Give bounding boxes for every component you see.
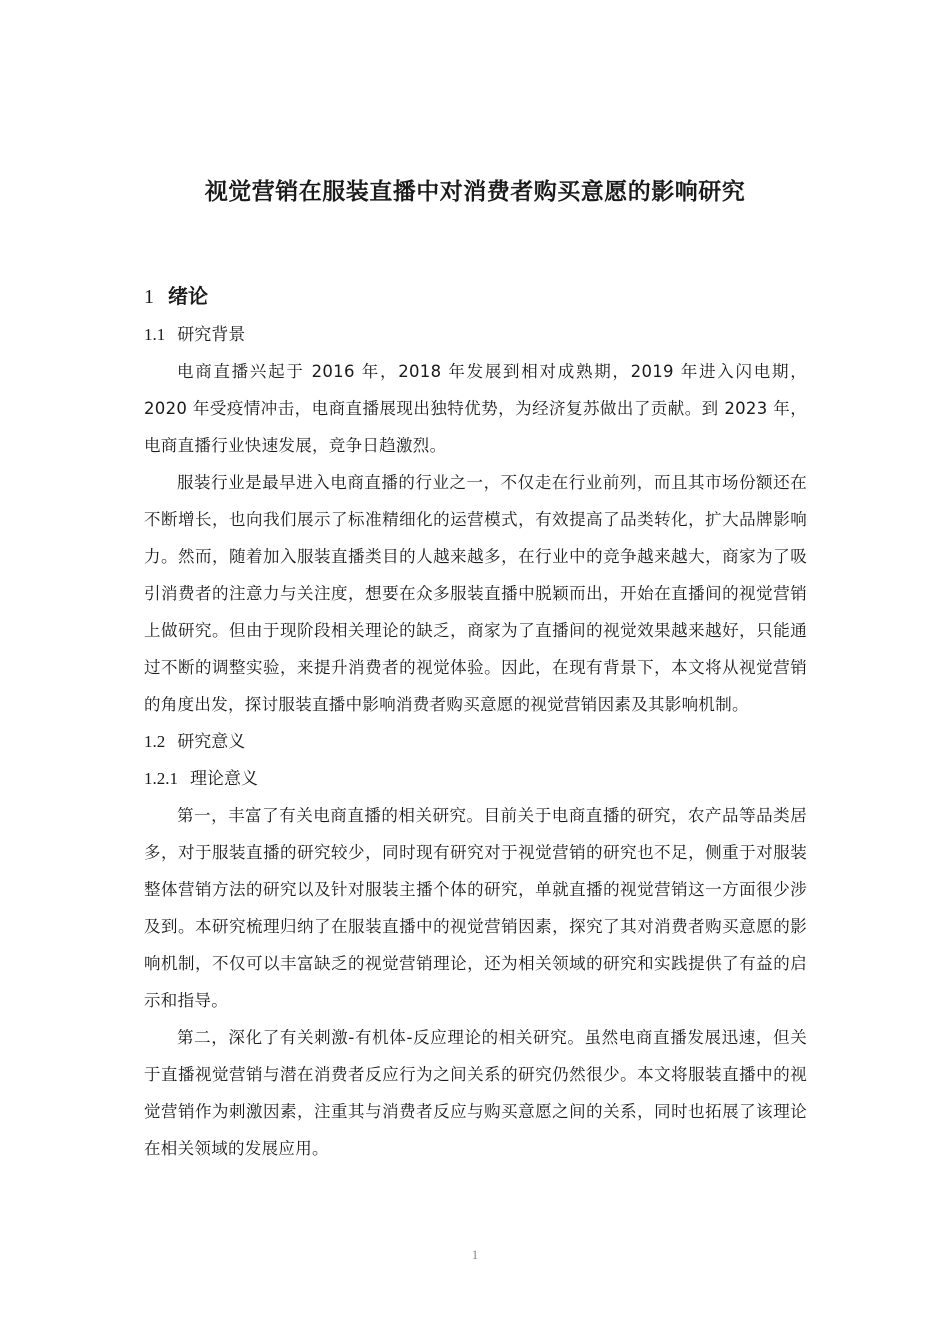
section-number: 1 — [144, 286, 154, 308]
section-number: 1.2 — [144, 732, 166, 751]
document-body — [144, 276, 807, 1167]
paragraph-theory-1: 第一，丰富了有关电商直播的相关研究。目前关于电商直播的研究，农产品等品类居多，对于服装直播的研究较少，同时现有研究对于视觉营销的研究也不足，侧重于对服装整体营销方法的研究以及针对服装主播个体的研究，单就直播的视觉营销这一方面很少涉及到。本研究梳理归纳了在服装直播中的视觉营销因素，探究了其对消费者购买意愿的影响机制，不仅可以丰富缺乏的视觉营销理论，还为相关领域的研究和实践提供了有益的启示和指导。 — [144, 806, 807, 1010]
section-label: 研究背景 — [177, 325, 246, 345]
page-number: 1 — [471, 1247, 479, 1262]
section-heading-1-2-1 — [144, 760, 807, 797]
section-number: 1.2.1 — [144, 769, 178, 788]
section-heading-1 — [144, 276, 807, 316]
section-heading-1-2 — [144, 723, 807, 760]
section-label: 理论意义 — [190, 769, 258, 789]
paragraph-background-2: 服装行业是最早进入电商直播的行业之一，不仅走在行业前列，而且其市场份额还在不断增长，也向我们展示了标准精细化的运营模式，有效提高了品类转化，扩大品牌影响力。然而，随着加入服装直播类目的人越来越多，在行业中的竞争越来越大，商家为了吸引消费者的注意力与关注度，想要在众多服装直播中脱颖而出，开始在直播间的视觉营销上做研究。但由于现阶段相关理论的缺乏，商家为了直播间的视觉效果越来越好，只能通过不断的调整实验，来提升消费者的视觉体验。因此，在现有背景下，本文将从视觉营销的角度出发，探讨服装直播中影响消费者购买意愿的视觉营销因素及其影响机制。 — [144, 473, 807, 714]
paragraph-theory-2: 第二，深化了有关刺激-有机体-反应理论的相关研究。虽然电商直播发展迅速，但关于直播视觉营销与潜在消费者反应行为之间关系的研究仍然很少。本文将服装直播中的视觉营销作为刺激因素，注重其与消费者反应与购买意愿之间的关系，同时也拓展了该理论在相关领域的发展应用。 — [144, 1028, 807, 1158]
document-title: 视觉营销在服装直播中对消费者购买意愿的影响研究 — [204, 179, 746, 205]
paragraph-background-1: 电商直播兴起于 2016 年，2018 年发展到相对成熟期，2019 年进入闪电期，2020 年受疫情冲击，电商直播展现出独特优势，为经济复苏做出了贡献。到 2023 年，电商直播行业快速发展，竞争日趋激烈。 — [144, 362, 807, 455]
section-label: 绪论 — [168, 284, 208, 308]
section-heading-1-1 — [144, 316, 807, 353]
section-number: 1.1 — [144, 325, 166, 344]
section-label: 研究意义 — [177, 732, 246, 752]
